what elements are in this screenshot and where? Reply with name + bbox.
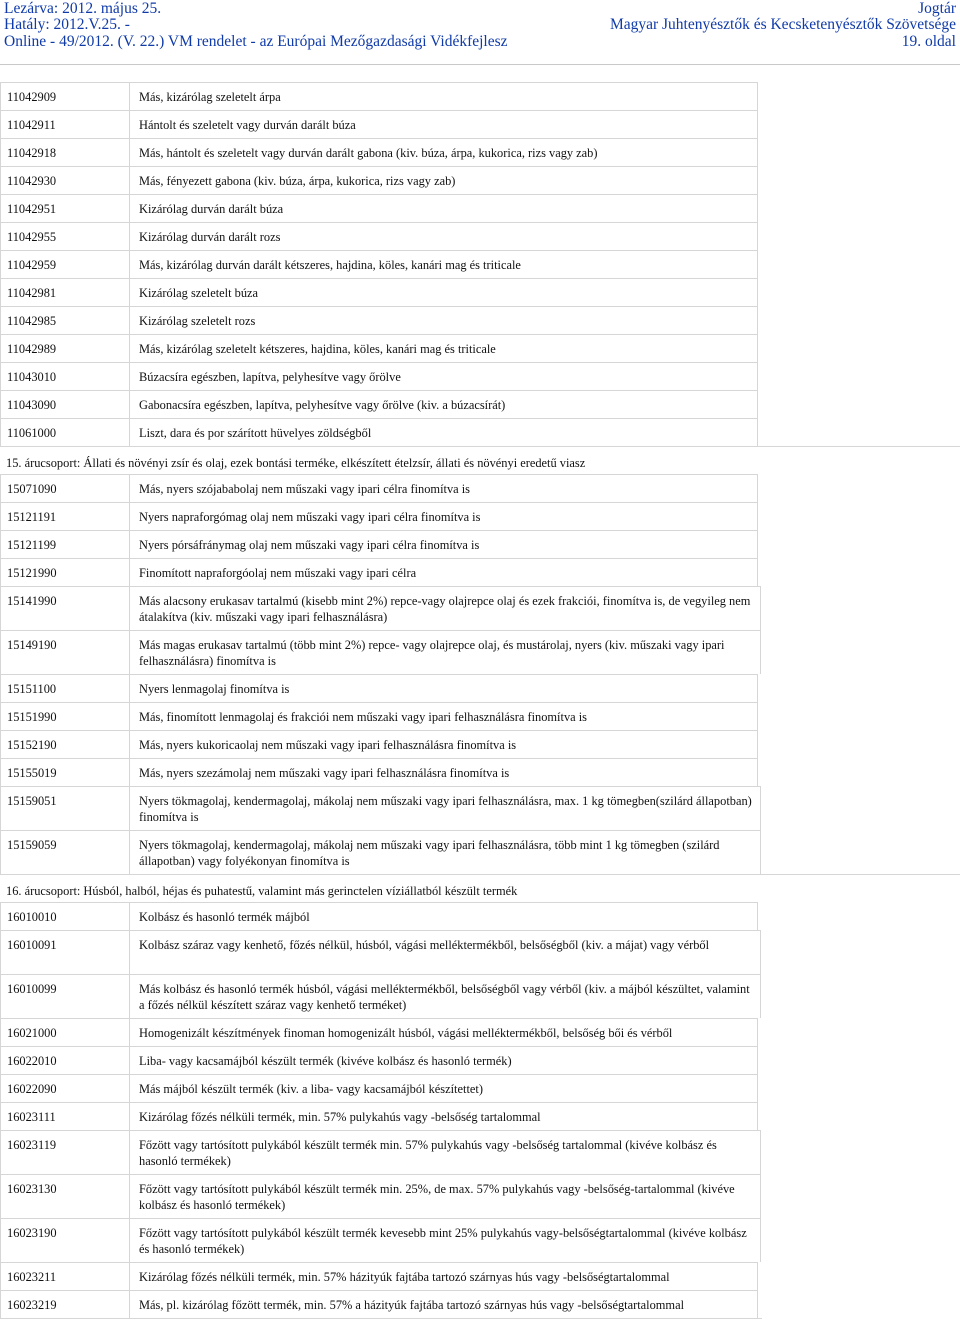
- product-description: Főzött vagy tartósított pulykából készült termék min. 25%, de max. 57% pulykahús vagy -belsőség-tartalommal (kivéve kolbász és hasonló termékek): [129, 1174, 761, 1218]
- product-code: 11042989: [0, 334, 129, 362]
- table-row: [0, 418, 960, 446]
- table-row: [0, 902, 960, 930]
- header-divider: [0, 64, 960, 65]
- product-description: Más, finomított lenmagolaj és frakciói nem műszaki vagy ipari felhasználásra finomítva is: [129, 702, 758, 730]
- product-code: 15151100: [0, 674, 129, 702]
- product-description: Gabonacsíra egészben, lapítva, pelyhesítve vagy őrölve (kiv. a búzacsírát): [129, 390, 758, 418]
- product-description: Nyers tökmagolaj, kendermagolaj, mákolaj nem műszaki vagy ipari felhasználásra, max. 1 kg tömegben(szilárd állapotban) finomítva is: [129, 786, 761, 830]
- product-code: 11042955: [0, 222, 129, 250]
- product-description: Kizárólag durván darált rozs: [129, 222, 758, 250]
- product-code: 16023130: [0, 1174, 129, 1218]
- table-row: [0, 194, 960, 222]
- product-description: Kizárólag főzés nélküli termék, min. 57% házityúk fajtába tartozó szárnyas hús vagy -belsőségtartalommal: [129, 1262, 758, 1290]
- product-description: Más kolbász és hasonló termék húsból, vágási melléktermékből, belsőségből vagy vérből (kiv. a májból készültet, valamint a főzés nélkül készített száraz vagy kenhető terméket): [129, 974, 761, 1018]
- product-code: 11042911: [0, 110, 129, 138]
- product-description: Más, nyers szezámolaj nem műszaki vagy ipari felhasználásra finomítva is: [129, 758, 758, 786]
- product-code: 11042930: [0, 166, 129, 194]
- product-code: 16023111: [0, 1102, 129, 1130]
- product-code: 11042951: [0, 194, 129, 222]
- product-description: Kizárólag durván darált búza: [129, 194, 758, 222]
- product-code: 15149190: [0, 630, 129, 674]
- product-description: Más, pl. kizárólag főzött termék, min. 57% a házityúk fajtába tartozó szárnyas hús vagy -belsőségtartalommal: [129, 1290, 758, 1318]
- product-code: 11043090: [0, 390, 129, 418]
- page-number: 19. oldal: [901, 33, 956, 50]
- product-group-heading: 15. árucsoport: Állati és növényi zsír és olaj, ezek bontási terméke, elkészített ételzsír, állati és növényi eredetű viasz: [0, 446, 960, 474]
- product-code: 16023119: [0, 1130, 129, 1174]
- product-description: Főzött vagy tartósított pulykából készült termék kevesebb mint 25% pulykahús vagy-belsőségtartalommal (kivéve kolbász és hasonló termékek): [129, 1218, 761, 1262]
- product-code: 15159051: [0, 786, 129, 830]
- product-description: Más, kizárólag szeletelt árpa: [129, 82, 758, 110]
- product-code: 15152190: [0, 730, 129, 758]
- table-row: [0, 730, 960, 758]
- product-description: Más, fényezett gabona (kiv. búza, árpa, kukorica, rizs vagy zab): [129, 166, 758, 194]
- product-description: Más alacsony erukasav tartalmú (kisebb mint 2%) repce-vagy olajrepce olaj és ezek frakciói, finomítva is, de vegyileg nem átalakítva (kiv. műszaki vagy ipari felhasználásra): [129, 586, 761, 630]
- product-description: Búzacsíra egészben, lapítva, pelyhesítve vagy őrölve: [129, 362, 758, 390]
- product-code: 15121990: [0, 558, 129, 586]
- product-code: 15071090: [0, 474, 129, 502]
- product-description: Homogenizált készítmények finoman homogenizált húsból, vágási melléktermékből, belsőség bői és vérből: [129, 1018, 758, 1046]
- table-row: [0, 222, 960, 250]
- product-code: 15159059: [0, 830, 129, 874]
- product-description: Finomított napraforgóolaj nem műszaki vagy ipari célra: [129, 558, 758, 586]
- table-row: [0, 1102, 960, 1130]
- product-description: Más, nyers szójababolaj nem műszaki vagy ipari célra finomítva is: [129, 474, 758, 502]
- product-code: 16010010: [0, 902, 129, 930]
- table-row: [0, 1018, 960, 1046]
- table-row: [0, 502, 960, 530]
- product-code: 11042959: [0, 250, 129, 278]
- table-row: [0, 558, 960, 586]
- product-description: Kolbász száraz vagy kenhető, főzés nélkül, húsból, vágási melléktermékből, belsőségből (kiv. a májat) vagy vérből: [129, 930, 761, 974]
- product-code: 15155019: [0, 758, 129, 786]
- product-code: 11042985: [0, 306, 129, 334]
- table-row: [0, 1218, 960, 1262]
- product-code: 15141990: [0, 586, 129, 630]
- table-row: [0, 758, 960, 786]
- table-row: [0, 1262, 960, 1290]
- table-bottom-border: [0, 1318, 762, 1319]
- table-row: [0, 110, 960, 138]
- table-row: [0, 1046, 960, 1074]
- product-description: Liba- vagy kacsamájból készült termék (kivéve kolbász és hasonló termék): [129, 1046, 758, 1074]
- organization-name: Magyar Juhtenyésztők és Kecsketenyésztők Szövetsége: [609, 16, 956, 33]
- table-row: [0, 630, 960, 674]
- table-row: [0, 830, 960, 874]
- product-description: Nyers lenmagolaj finomítva is: [129, 674, 758, 702]
- product-code: 11043010: [0, 362, 129, 390]
- table-row: [0, 930, 960, 974]
- closing-date: Lezárva: 2012. május 25.: [4, 0, 162, 17]
- product-description: Főzött vagy tartósított pulykából készült termék min. 57% pulykahús vagy -belsőség tartalommal (kivéve kolbász és hasonló termékek): [129, 1130, 761, 1174]
- product-code: 16023219: [0, 1290, 129, 1318]
- table-row: [0, 1074, 960, 1102]
- table-row: [0, 362, 960, 390]
- product-description: Hántolt és szeletelt vagy durván darált búza: [129, 110, 758, 138]
- product-description: Kizárólag szeletelt rozs: [129, 306, 758, 334]
- table-row: [0, 474, 960, 502]
- product-description: Más, kizárólag durván darált kétszeres, hajdina, köles, kanári mag és triticale: [129, 250, 758, 278]
- product-code: 11042918: [0, 138, 129, 166]
- document-title: Online - 49/2012. (V. 22.) VM rendelet - az Európai Mezőgazdasági Vidékfejlesz: [4, 33, 508, 50]
- table-row: [0, 166, 960, 194]
- product-code: 16010091: [0, 930, 129, 974]
- product-description: Más magas erukasav tartalmú (több mint 2%) repce- vagy olajrepce olaj, és mustárolaj, nyers (kiv. műszaki vagy ipari felhasználásra) finomítva is: [129, 630, 761, 674]
- product-description: Nyers pórsáfránymag olaj nem műszaki vagy ipari célra finomítva is: [129, 530, 758, 558]
- product-description: Nyers napraforgómag olaj nem műszaki vagy ipari célra finomítva is: [129, 502, 758, 530]
- table-row: [0, 586, 960, 630]
- table-row: [0, 674, 960, 702]
- product-description: Kizárólag főzés nélküli termék, min. 57% pulykahús vagy -belsőség tartalommal: [129, 1102, 758, 1130]
- product-code: 16010099: [0, 974, 129, 1018]
- product-description: Nyers tökmagolaj, kendermagolaj, mákolaj nem műszaki vagy ipari felhasználásra, több mint 1 kg tömegben (szilárd állapotban) vagy folyékonyan finomítva is: [129, 830, 761, 874]
- product-code-table: [0, 82, 960, 1319]
- table-row: [0, 1290, 960, 1318]
- product-code: 16022090: [0, 1074, 129, 1102]
- product-description: Más, hántolt és szeletelt vagy durván darált gabona (kiv. búza, árpa, kukorica, rizs vagy zab): [129, 138, 758, 166]
- product-code: 16023190: [0, 1218, 129, 1262]
- product-description: Liszt, dara és por szárított hüvelyes zöldségből: [129, 418, 758, 446]
- product-description: Kizárólag szeletelt búza: [129, 278, 758, 306]
- table-row: [0, 1174, 960, 1218]
- product-code: 15151990: [0, 702, 129, 730]
- table-row: [0, 974, 960, 1018]
- table-row: [0, 82, 960, 110]
- table-row: [0, 1130, 960, 1174]
- product-description: Más májból készült termék (kiv. a liba- vagy kacsamájból készítettet): [129, 1074, 758, 1102]
- table-row: [0, 250, 960, 278]
- effective-date: Hatály: 2012.V.25. -: [4, 16, 130, 33]
- table-row: [0, 786, 960, 830]
- product-code: 11042909: [0, 82, 129, 110]
- product-code: 15121199: [0, 530, 129, 558]
- table-row: [0, 306, 960, 334]
- page-header: [0, 0, 960, 66]
- product-description: Más, kizárólag szeletelt kétszeres, hajdina, köles, kanári mag és triticale: [129, 334, 758, 362]
- product-description: Kolbász és hasonló termék májból: [129, 902, 758, 930]
- table-row: [0, 138, 960, 166]
- table-row: [0, 702, 960, 730]
- product-group-heading: 16. árucsoport: Húsból, halból, héjas és puhatestű, valamint más gerinctelen víziállatból készült termék: [0, 874, 960, 902]
- publisher-name: Jogtár: [918, 0, 956, 17]
- product-code: 16021000: [0, 1018, 129, 1046]
- table-row: [0, 334, 960, 362]
- table-row: [0, 530, 960, 558]
- product-code: 16022010: [0, 1046, 129, 1074]
- table-row: [0, 390, 960, 418]
- product-code: 11061000: [0, 418, 129, 446]
- product-description: Más, nyers kukoricaolaj nem műszaki vagy ipari felhasználásra finomítva is: [129, 730, 758, 758]
- product-code: 15121191: [0, 502, 129, 530]
- product-code: 16023211: [0, 1262, 129, 1290]
- product-code: 11042981: [0, 278, 129, 306]
- table-row: [0, 278, 960, 306]
